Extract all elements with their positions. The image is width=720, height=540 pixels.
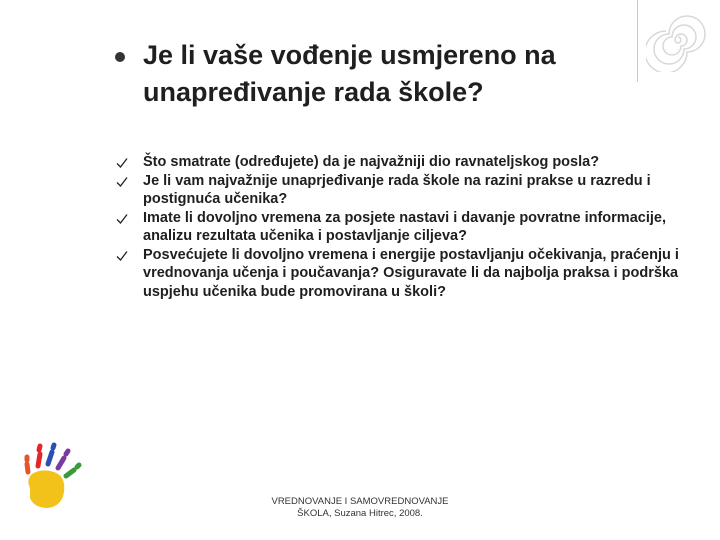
list-item (115, 246, 715, 302)
footer (240, 496, 480, 520)
checkmark-icon (115, 249, 129, 263)
list-item (115, 172, 715, 209)
list-item-text: Je li vam najvažnije unaprjeđivanje rada škole na razini prakse u razredu i postignuća učenika? (143, 172, 651, 207)
footer-line: ŠKOLA, Suzana Hitrec, 2008. (297, 508, 423, 519)
list-item-text: Imate li dovoljno vremena za posjete nastavi i davanje povratne informacije, analizu rezultata učenika i postavljanje ciljeva? (143, 209, 666, 244)
list-item-text: Posvećujete li dovoljno vremena i energije postavljanju očekivanja, praćenju i vrednovanja učenja i poučavanja? Osiguravate li da najbolja praksa i podrška uspjehu učenika bude promovirana u školi? (143, 246, 679, 300)
spiral-icon (646, 8, 710, 72)
list-item-text: Što smatrate (određujete) da je najvažniji dio ravnateljskog posla? (143, 154, 600, 170)
list-item (115, 209, 715, 246)
slide-title: Je li vaše vođenje usmjereno na unapređivanje rada škole? (143, 40, 556, 107)
list-item (115, 153, 715, 172)
hand-logo-icon (22, 440, 82, 515)
question-list (115, 153, 715, 301)
checkmark-icon (115, 156, 129, 170)
decorative-divider (637, 0, 638, 82)
bullet-dot-icon (115, 52, 125, 62)
checkmark-icon (115, 175, 129, 189)
checkmark-icon (115, 212, 129, 226)
footer-line: VREDNOVANJE I SAMOVREDNOVANJE (271, 496, 449, 507)
